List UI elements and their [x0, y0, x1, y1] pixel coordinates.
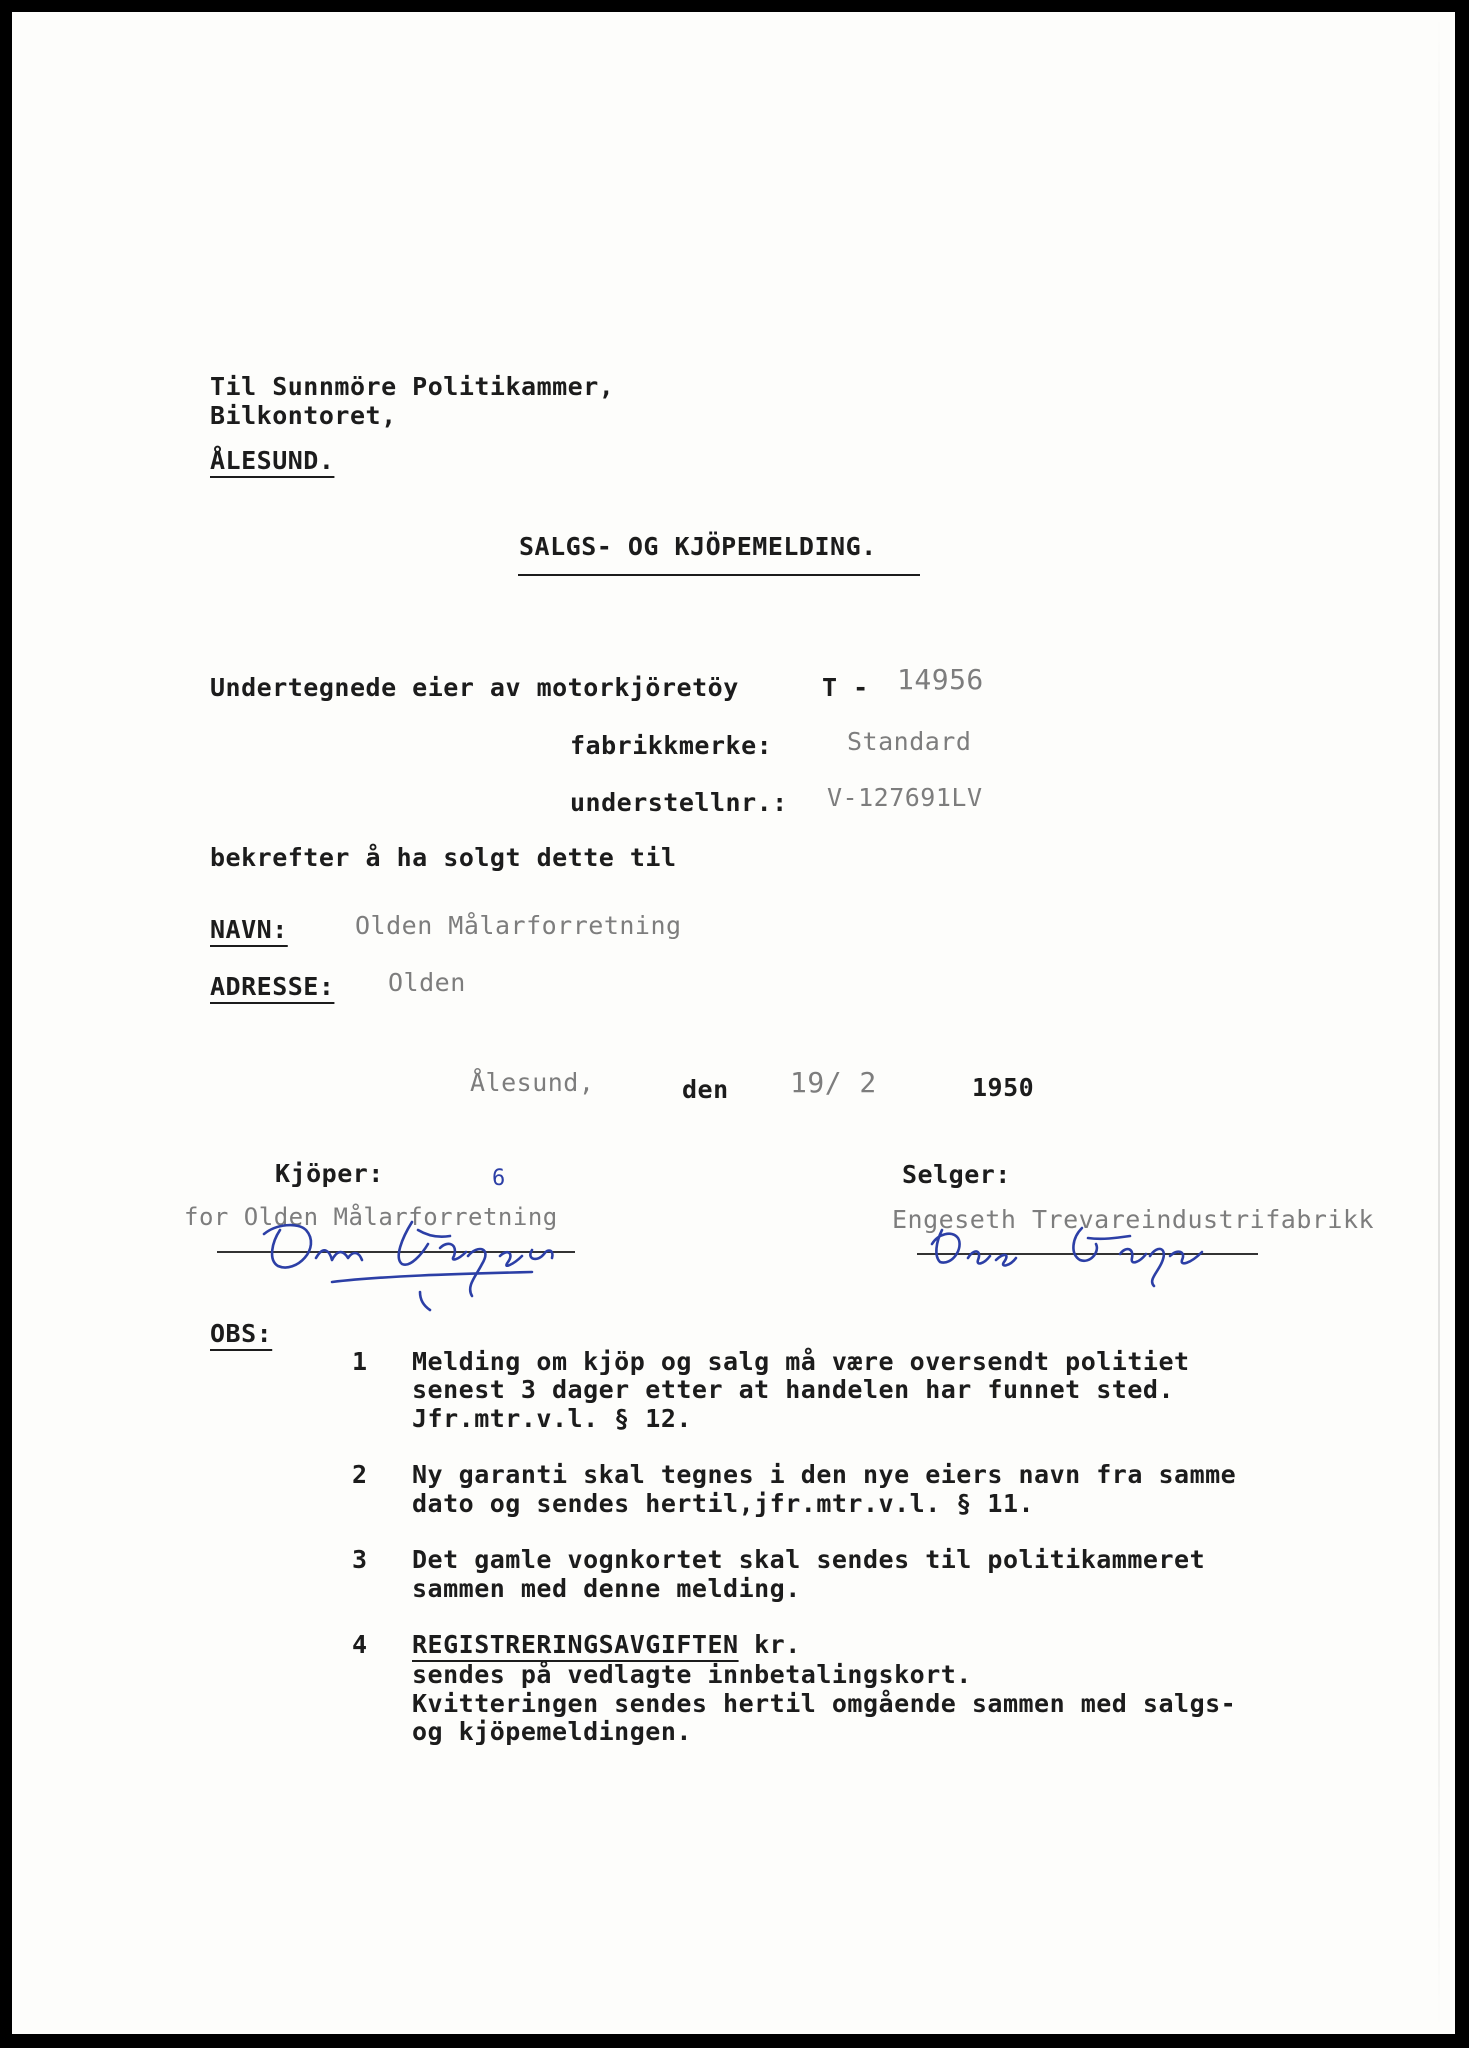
obs-item-number-3: 3: [352, 1545, 368, 1574]
obs-item-number-1: 1: [352, 1347, 368, 1376]
make-label: fabrikkmerke:: [570, 731, 773, 760]
seller-company: Engeseth Trevareindustrifabrikk: [892, 1205, 1375, 1234]
date-value: 19/ 2: [790, 1066, 877, 1099]
sold-statement: bekrefter å ha solgt dette til: [210, 843, 677, 872]
recipient-department: Bilkontoret,: [210, 401, 397, 430]
registration-number: 14956: [897, 663, 984, 696]
date-place: Ålesund,: [470, 1068, 595, 1097]
obs-item-1-line-3: Jfr.mtr.v.l. § 12.: [412, 1404, 692, 1433]
obs-item-4-heading: [412, 1630, 801, 1660]
seller-label: Selger:: [902, 1160, 1011, 1189]
obs-item-3-line-1: Det gamle vognkortet skal sendes til politikammeret: [412, 1545, 1206, 1574]
address-label: ADRESSE:: [210, 972, 335, 1001]
address-value: Olden: [388, 968, 466, 997]
seller-signature: [912, 1208, 1232, 1288]
title-underline: [518, 574, 920, 576]
recipient-city: ÅLESUND.: [210, 446, 335, 475]
obs-item-1-line-1: Melding om kjöp og salg må være oversendt politiet: [412, 1347, 1190, 1376]
obs-item-4-line-2: Kvitteringen sendes hertil omgående sammen med salgs-: [412, 1689, 1237, 1718]
date-den-label: den: [682, 1075, 729, 1104]
obs-item-number-2: 2: [352, 1460, 368, 1489]
name-label: NAVN:: [210, 915, 288, 944]
document-page: [12, 12, 1455, 2034]
page-fold-shadow: [1438, 12, 1440, 2034]
buyer-label: Kjöper:: [275, 1159, 384, 1188]
name-value: Olden Målarforretning: [355, 911, 682, 940]
document-title: SALGS- OG KJÖPEMELDING.: [519, 532, 877, 561]
obs-item-3-line-2: sammen med denne melding.: [412, 1574, 801, 1603]
chassis-label: understellnr.:: [570, 788, 788, 817]
registration-fee-suffix: kr.: [738, 1630, 801, 1659]
registration-prefix: T -: [822, 673, 869, 702]
obs-item-1-line-2: senest 3 dager etter at handelen har funnet sted.: [412, 1375, 1175, 1404]
obs-item-2-line-2: dato og sendes hertil,jfr.mtr.v.l. § 11.: [412, 1489, 1035, 1518]
obs-label: OBS:: [210, 1319, 273, 1348]
buyer-signature-note: 6: [492, 1166, 506, 1191]
obs-item-4-line-3: og kjöpemeldingen.: [412, 1717, 692, 1746]
chassis-value: V-127691LV: [827, 783, 983, 812]
registration-fee-heading: REGISTRERINGSAVGIFTEN: [412, 1630, 739, 1659]
make-value: Standard: [847, 727, 972, 756]
obs-item-2-line-1: Ny garanti skal tegnes i den nye eiers navn fra samme: [412, 1460, 1237, 1489]
obs-item-number-4: 4: [352, 1630, 368, 1659]
vehicle-intro-label: Undertegnede eier av motorkjöretöy: [210, 673, 739, 702]
recipient-line: Til Sunnmöre Politikammer,: [210, 372, 615, 401]
obs-item-4-line-1: sendes på vedlagte innbetalingskort.: [412, 1660, 972, 1689]
buyer-signature: [252, 1200, 612, 1315]
buyer-company: for Olden Målarforretning: [184, 1203, 558, 1231]
date-year: 1950: [972, 1073, 1035, 1102]
